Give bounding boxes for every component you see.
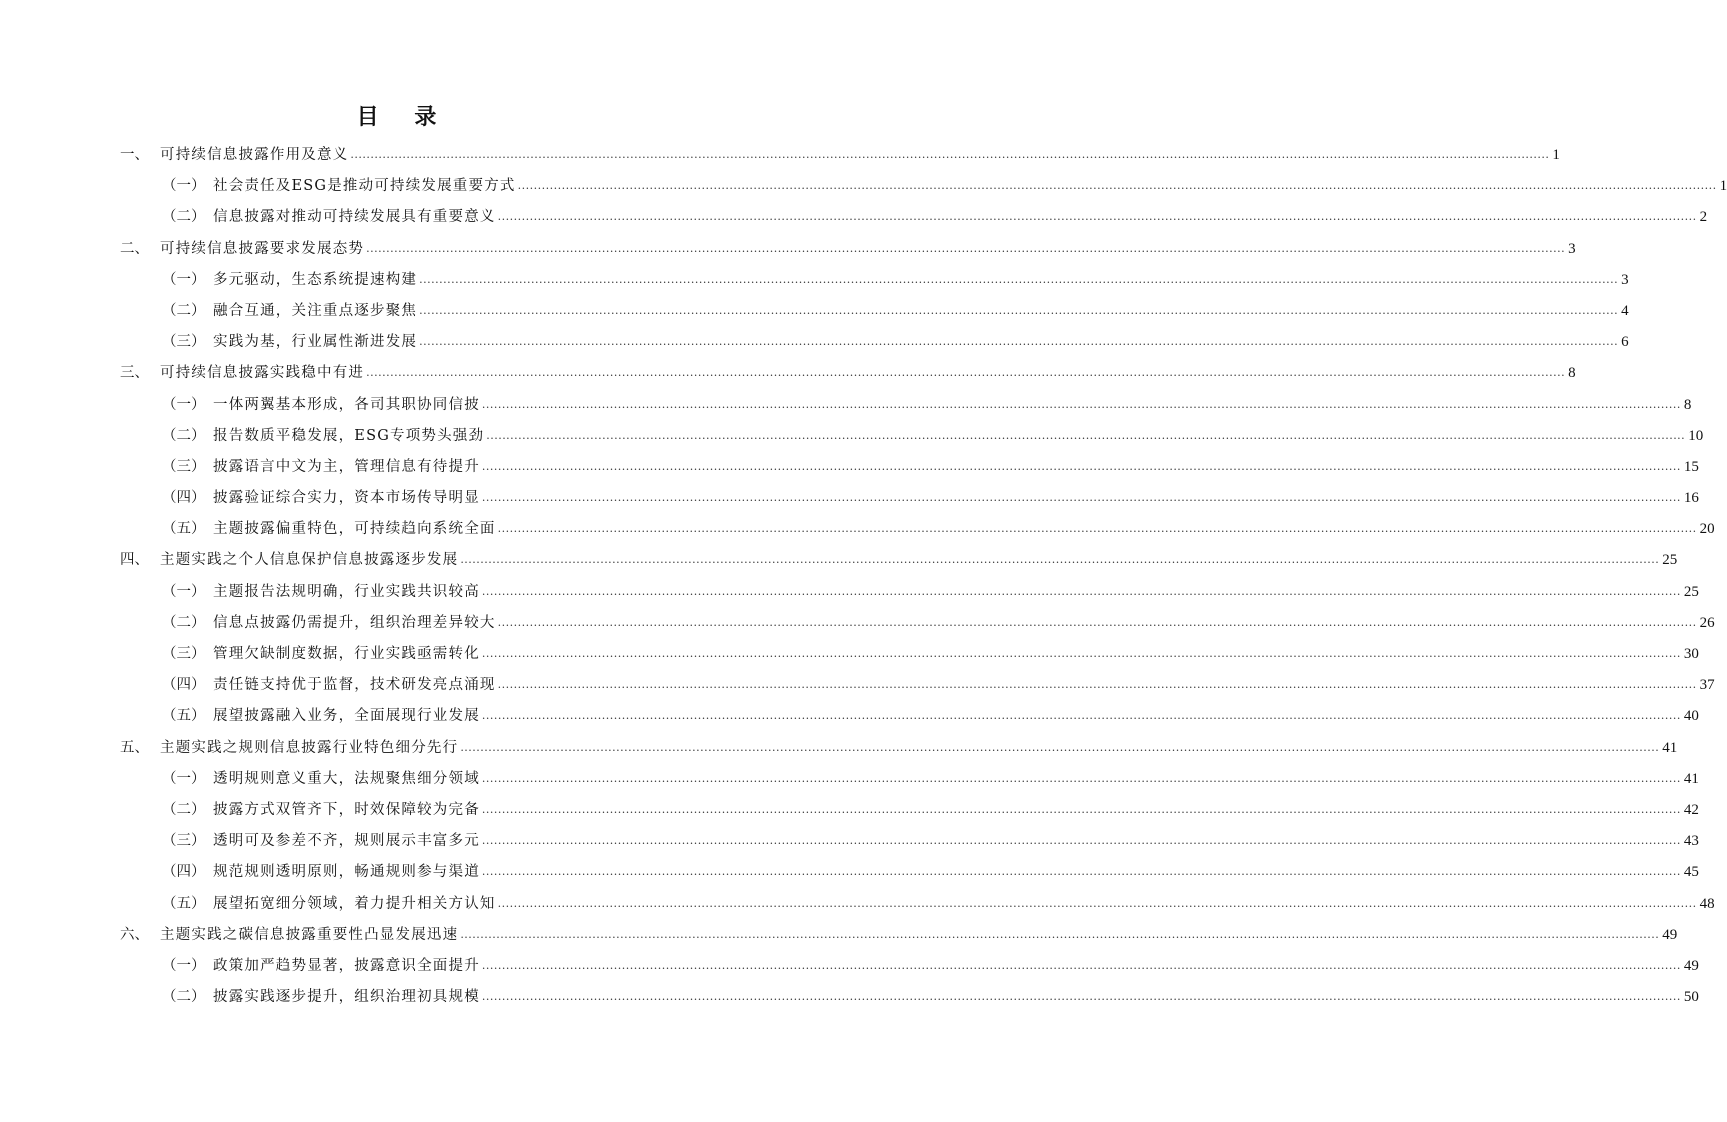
dot-leader: ............................................................................................................................................................................................................................................................................................................ [481, 771, 1681, 785]
toc-entry-number: （五） [162, 708, 206, 725]
toc-entry-title: 一体两翼基本形成，各司其职协同信披 [213, 396, 480, 413]
toc-section-entry[interactable] [120, 608, 1715, 639]
toc-entry-number: 四、 [120, 552, 149, 569]
dot-leader: ............................................................................................................................................................................................................................................................................................................ [366, 241, 1566, 255]
toc-entry-title: 主题报告法规明确，行业实践共识较高 [213, 583, 480, 600]
dot-leader: ............................................................................................................................................................................................................................................................................................................ [481, 865, 1681, 879]
dot-leader: ............................................................................................................................................................................................................................................................................................................ [517, 179, 1717, 193]
toc-entry-number: 一、 [120, 147, 149, 163]
toc-entry-title: 披露实践逐步提升，组织治理初具规模 [213, 989, 480, 1006]
toc-entry-page-number: 20 [1699, 521, 1715, 538]
toc-section-entry[interactable] [120, 826, 1699, 857]
toc-entry-number: （二） [162, 427, 206, 444]
toc-entry-title: 社会责任及ESG是推动可持续发展重要方式 [213, 178, 516, 195]
toc-entry-title: 可持续信息披露作用及意义 [160, 147, 349, 163]
toc-section-entry[interactable] [120, 514, 1715, 545]
dot-leader: ............................................................................................................................................................................................................................................................................................................ [419, 335, 1619, 349]
toc-entry-page-number: 25 [1683, 583, 1699, 600]
toc-entry-page-number: 26 [1699, 614, 1715, 631]
toc-section-entry[interactable] [120, 701, 1699, 732]
toc-entry-page-number: 8 [1568, 365, 1576, 382]
toc-entry-page-number: 40 [1683, 708, 1699, 725]
toc-entry-number: 五、 [120, 739, 149, 756]
toc-entry-page-number: 4 [1621, 302, 1629, 319]
toc-entry-title: 主题披露偏重特色，可持续趋向系统全面 [213, 521, 496, 538]
toc-entry-title: 主题实践之个人信息保护信息披露逐步发展 [160, 552, 459, 569]
toc-chapter-entry[interactable] [120, 545, 1678, 576]
toc-entry-page-number: 8 [1683, 396, 1692, 413]
toc-entry-number: （三） [162, 833, 206, 850]
dot-leader: ............................................................................................................................................................................................................................................................................................................ [481, 834, 1681, 848]
toc-entry-number: （二） [162, 801, 206, 818]
dot-leader: ............................................................................................................................................................................................................................................................................................................ [460, 927, 1660, 941]
toc-entry-page-number: 3 [1568, 240, 1576, 257]
toc-chapter-entry[interactable] [120, 234, 1576, 265]
toc-entry-title: 主题实践之碳信息披露重要性凸显发展迅速 [160, 926, 459, 943]
dot-leader: ............................................................................................................................................................................................................................................................................................................ [366, 366, 1566, 380]
toc-entry-title: 披露语言中文为主，管理信息有待提升 [213, 458, 480, 475]
dot-leader: ............................................................................................................................................................................................................................................................................................................ [481, 491, 1681, 505]
dot-leader: ............................................................................................................................................................................................................................................................................................................ [497, 615, 1697, 629]
dot-leader: ............................................................................................................................................................................................................................................................................................................ [419, 272, 1619, 286]
toc-entry-title: 主题实践之规则信息披露行业特色细分先行 [160, 739, 459, 756]
toc-section-entry[interactable] [120, 889, 1715, 920]
toc-entry-number: （一） [162, 957, 206, 974]
dot-leader: ............................................................................................................................................................................................................................................................................................................ [481, 990, 1681, 1004]
dot-leader: ............................................................................................................................................................................................................................................................................................................ [497, 678, 1697, 692]
toc-entry-number: （二） [162, 302, 206, 319]
toc-entry-title: 报告数质平稳发展，ESG专项势头强劲 [213, 427, 485, 444]
toc-section-entry[interactable] [120, 670, 1715, 701]
toc-entry-number: （一） [162, 271, 206, 288]
toc-section-entry[interactable] [120, 577, 1699, 608]
dot-leader: ............................................................................................................................................................................................................................................................................................................ [481, 709, 1681, 723]
toc-entry-number: 二、 [120, 240, 149, 257]
toc-entry-page-number: 6 [1621, 334, 1629, 351]
dot-leader: ............................................................................................................................................................................................................................................................................................................ [497, 210, 1697, 224]
toc-entry-page-number: 3 [1621, 271, 1629, 288]
toc-section-entry[interactable] [120, 202, 1708, 233]
toc-entry-number: （一） [162, 396, 206, 413]
page-title: 目 录 [356, 105, 451, 130]
toc-entry-page-number: 45 [1683, 864, 1699, 881]
toc-entry-page-number: 15 [1683, 458, 1699, 475]
toc-entry-title: 展望披露融入业务，全面展现行业发展 [213, 708, 480, 725]
toc-entry-title: 实践为基，行业属性渐进发展 [213, 334, 418, 351]
toc-entry-page-number: 2 [1699, 209, 1708, 226]
toc-entry-title: 政策加严趋势显著，披露意识全面提升 [213, 957, 480, 974]
dot-leader: ............................................................................................................................................................................................................................................................................................................ [481, 802, 1681, 816]
table-of-contents [120, 140, 1727, 1013]
toc-entry-number: （四） [162, 677, 206, 694]
dot-leader: ............................................................................................................................................................................................................................................................................................................ [497, 896, 1697, 910]
toc-entry-title: 规范规则透明原则，畅通规则参与渠道 [213, 864, 480, 881]
toc-section-entry[interactable] [120, 764, 1699, 795]
toc-entry-title: 透明可及参差不齐，规则展示丰富多元 [213, 833, 480, 850]
toc-entry-title: 展望拓宽细分领域，着力提升相关方认知 [213, 895, 496, 912]
dot-leader: ............................................................................................................................................................................................................................................................................................................ [460, 740, 1660, 754]
toc-entry-title: 披露验证综合实力，资本市场传导明显 [213, 490, 480, 507]
toc-entry-page-number: 1 [1552, 147, 1560, 163]
toc-entry-number: （一） [162, 178, 206, 195]
toc-entry-number: （三） [162, 458, 206, 475]
toc-section-entry[interactable] [120, 857, 1699, 888]
toc-entry-page-number: 48 [1699, 895, 1715, 912]
toc-entry-number: （一） [162, 770, 206, 787]
toc-chapter-entry[interactable] [120, 358, 1576, 389]
toc-entry-page-number: 1 [1719, 178, 1727, 195]
toc-entry-number: 六、 [120, 926, 149, 943]
toc-entry-page-number: 49 [1662, 926, 1678, 943]
toc-entry-page-number: 41 [1683, 770, 1699, 787]
toc-section-entry[interactable] [120, 296, 1629, 327]
toc-section-entry[interactable] [120, 483, 1699, 514]
toc-section-entry[interactable] [120, 171, 1727, 202]
toc-section-entry[interactable] [120, 452, 1699, 483]
toc-section-entry[interactable] [120, 982, 1699, 1013]
toc-entry-page-number: 42 [1683, 801, 1699, 818]
dot-leader: ............................................................................................................................................................................................................................................................................................................ [481, 459, 1681, 473]
dot-leader: ............................................................................................................................................................................................................................................................................................................ [481, 584, 1681, 598]
toc-entry-title: 管理欠缺制度数据，行业实践亟需转化 [213, 646, 480, 662]
dot-leader: ............................................................................................................................................................................................................................................................................................................ [497, 522, 1697, 536]
dot-leader: ............................................................................................................................................................................................................................................................................................................ [419, 303, 1619, 317]
dot-leader: ............................................................................................................................................................................................................................................................................................................ [481, 397, 1681, 411]
toc-entry-number: （二） [162, 209, 206, 226]
toc-entry-number: （二） [162, 614, 206, 631]
toc-section-entry[interactable] [120, 951, 1699, 982]
toc-section-entry[interactable] [120, 327, 1629, 358]
toc-entry-title: 信息披露对推动可持续发展具有重要意义 [213, 209, 496, 226]
toc-section-entry[interactable] [120, 390, 1692, 421]
dot-leader: ............................................................................................................................................................................................................................................................................................................ [460, 553, 1660, 567]
toc-entry-number: （四） [162, 490, 206, 507]
toc-entry-page-number: 37 [1699, 677, 1715, 694]
toc-entry-number: （一） [162, 583, 206, 600]
toc-entry-page-number: 41 [1662, 739, 1678, 756]
toc-entry-page-number: 16 [1683, 490, 1699, 507]
toc-entry-page-number: 25 [1662, 552, 1678, 569]
toc-entry-number: （四） [162, 864, 206, 881]
toc-entry-title: 信息点披露仍需提升，组织治理差异较大 [213, 614, 496, 631]
toc-entry-title: 透明规则意义重大，法规聚焦细分领域 [213, 770, 480, 787]
toc-entry-number: （三） [162, 334, 206, 351]
toc-entry-page-number: 43 [1683, 833, 1699, 850]
toc-section-entry[interactable] [120, 421, 1704, 452]
toc-entry-page-number: 49 [1683, 957, 1699, 974]
toc-entry-page-number: 30 [1683, 646, 1699, 662]
toc-entry-number: （二） [162, 989, 206, 1006]
toc-section-entry[interactable] [120, 265, 1629, 296]
toc-chapter-entry[interactable] [120, 733, 1678, 764]
toc-entry-page-number: 50 [1683, 989, 1699, 1006]
toc-entry-number: （五） [162, 521, 206, 538]
toc-entry-number: （五） [162, 895, 206, 912]
toc-entry-title: 可持续信息披露要求发展态势 [160, 240, 365, 257]
toc-entry-title: 披露方式双管齐下，时效保障较为完备 [213, 801, 480, 818]
dot-leader: ............................................................................................................................................................................................................................................................................................................ [481, 958, 1681, 972]
toc-section-entry[interactable] [120, 795, 1699, 826]
dot-leader: ............................................................................................................................................................................................................................................................................................................ [486, 428, 1686, 442]
dot-leader: ............................................................................................................................................................................................................................................................................................................ [481, 647, 1681, 660]
toc-entry-page-number: 10 [1688, 427, 1704, 444]
toc-chapter-entry[interactable] [120, 920, 1678, 951]
toc-entry-title: 可持续信息披露实践稳中有进 [160, 365, 365, 382]
toc-entry-title: 责任链支持优于监督，技术研发亮点涌现 [213, 677, 496, 694]
dot-leader: ............................................................................................................................................................................................................................................................................................................ [350, 148, 1550, 161]
toc-entry-title: 多元驱动，生态系统提速构建 [213, 271, 418, 288]
toc-section-entry[interactable] [120, 639, 1699, 670]
toc-entry-number: （三） [162, 646, 206, 662]
toc-entry-number: 三、 [120, 365, 149, 382]
toc-chapter-entry[interactable] [120, 140, 1560, 171]
toc-entry-title: 融合互通，关注重点逐步聚焦 [213, 302, 418, 319]
